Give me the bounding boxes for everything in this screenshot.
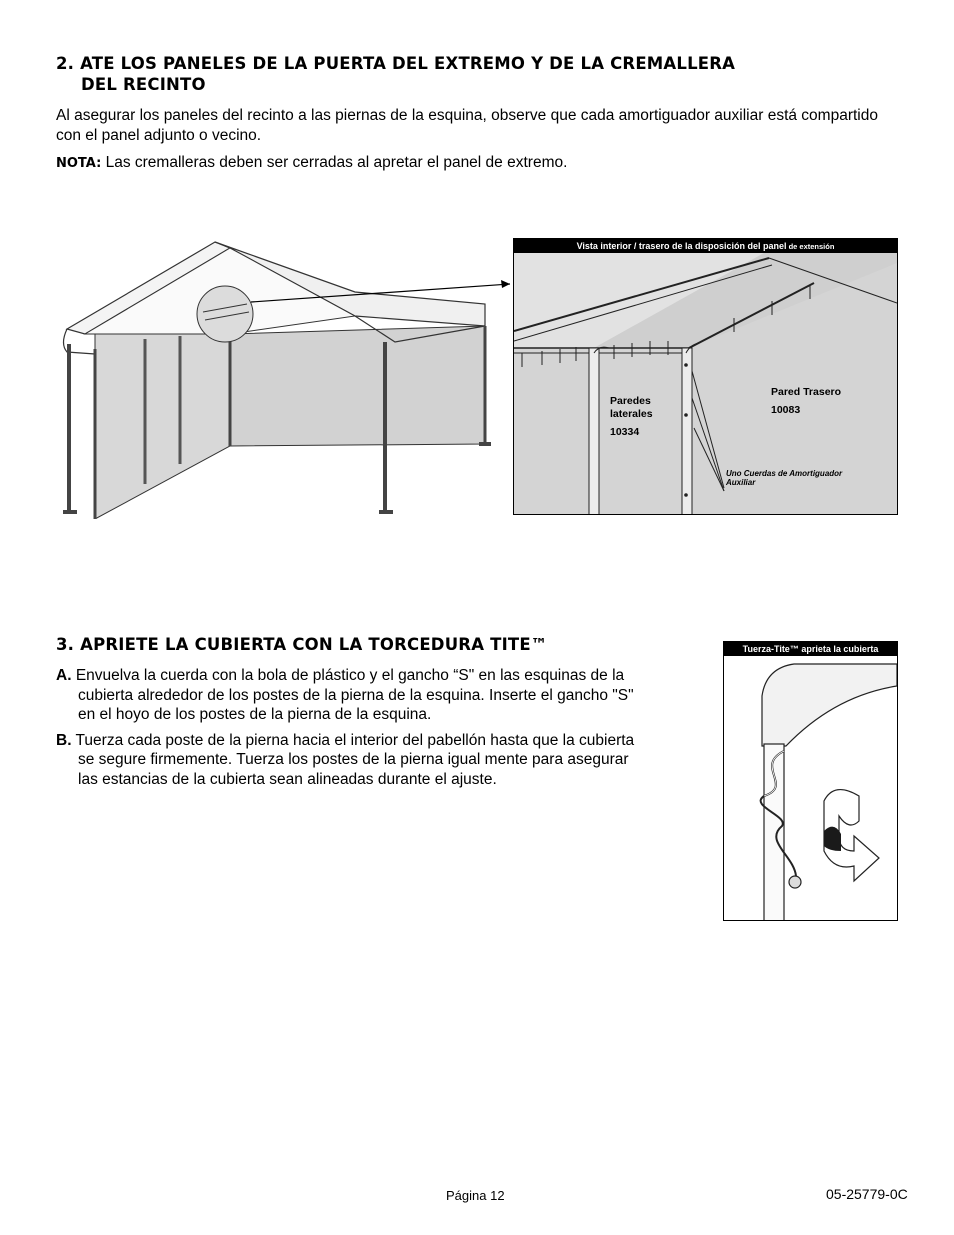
section-2-note <box>56 153 896 174</box>
step-b-letter: B. <box>56 731 72 749</box>
step-a <box>56 666 651 725</box>
rear-wall-label <box>771 386 841 417</box>
side-walls-label <box>610 395 653 439</box>
rear-wall-label-text: Pared Trasero <box>771 386 842 398</box>
step-a-text: Envuelva la cuerda con la bola de plástico y el gancho “S" en las esquinas de la cubierta alrededor de los postes de la pierna de la esquina. Inserte el gancho "S" en el hoyo de los postes de la pierna de la esquina. <box>75 667 634 723</box>
bungee-cord-label-line-2: Auxiliar <box>726 478 756 487</box>
interior-view-panel <box>513 238 898 515</box>
side-walls-part-number: 10334 <box>610 426 640 438</box>
twist-tite-drawing <box>724 656 897 921</box>
section-2-title-line-2: DEL RECINTO <box>81 75 206 94</box>
section-2-title-line-1: 2. ATE LOS PANELES DE LA PUERTA DEL EXTREMO Y DE LA CREMALLERA <box>56 54 736 73</box>
section-3-steps <box>56 666 651 795</box>
page-number: Página 12 <box>446 1188 505 1203</box>
note-label: NOTA: <box>56 156 102 171</box>
step-a-letter: A. <box>56 667 72 684</box>
section-2-paragraph: Al asegurar los paneles del recinto a las piernas de la esquina, observe que cada amortiguador auxiliar está compartido con el panel adjunto o vecino. <box>56 107 878 144</box>
note-text: Las cremalleras deben ser cerradas al apretar el panel de extremo. <box>101 154 568 171</box>
interior-view-header-small: de extensión <box>786 242 835 251</box>
section-3-title: 3. APRIETE LA CUBIERTA CON LA TORCEDURA TITE™ <box>56 635 548 654</box>
twist-tite-header: Tuerza-Tite™ aprieta la cubierta <box>724 642 897 656</box>
side-walls-label-line-2: laterales <box>610 408 653 420</box>
canopy-illustration <box>55 234 515 519</box>
bungee-cord-label-line-1: Uno Cuerdas de Amortiguador <box>726 469 843 478</box>
rear-wall-part-number: 10083 <box>771 404 801 416</box>
interior-view-header-main: Vista interior / trasero de la disposición del panel <box>576 241 787 251</box>
document-number: 05-25779-0C <box>826 1186 908 1202</box>
twist-tite-panel <box>723 641 898 921</box>
interior-view-header <box>514 239 897 253</box>
step-b <box>56 731 651 790</box>
section-2-title <box>56 53 735 95</box>
bungee-cord-label <box>726 469 842 487</box>
side-walls-label-line-1: Paredes <box>610 395 651 407</box>
step-b-text: Tuerza cada poste de la pierna hacia el interior del pabellón hasta que la cubierta se segure firmemente. Tuerza los postes de la pierna igual mente para asegurar las estancias de la cubierta sean alineadas durante el ajuste. <box>75 731 635 788</box>
